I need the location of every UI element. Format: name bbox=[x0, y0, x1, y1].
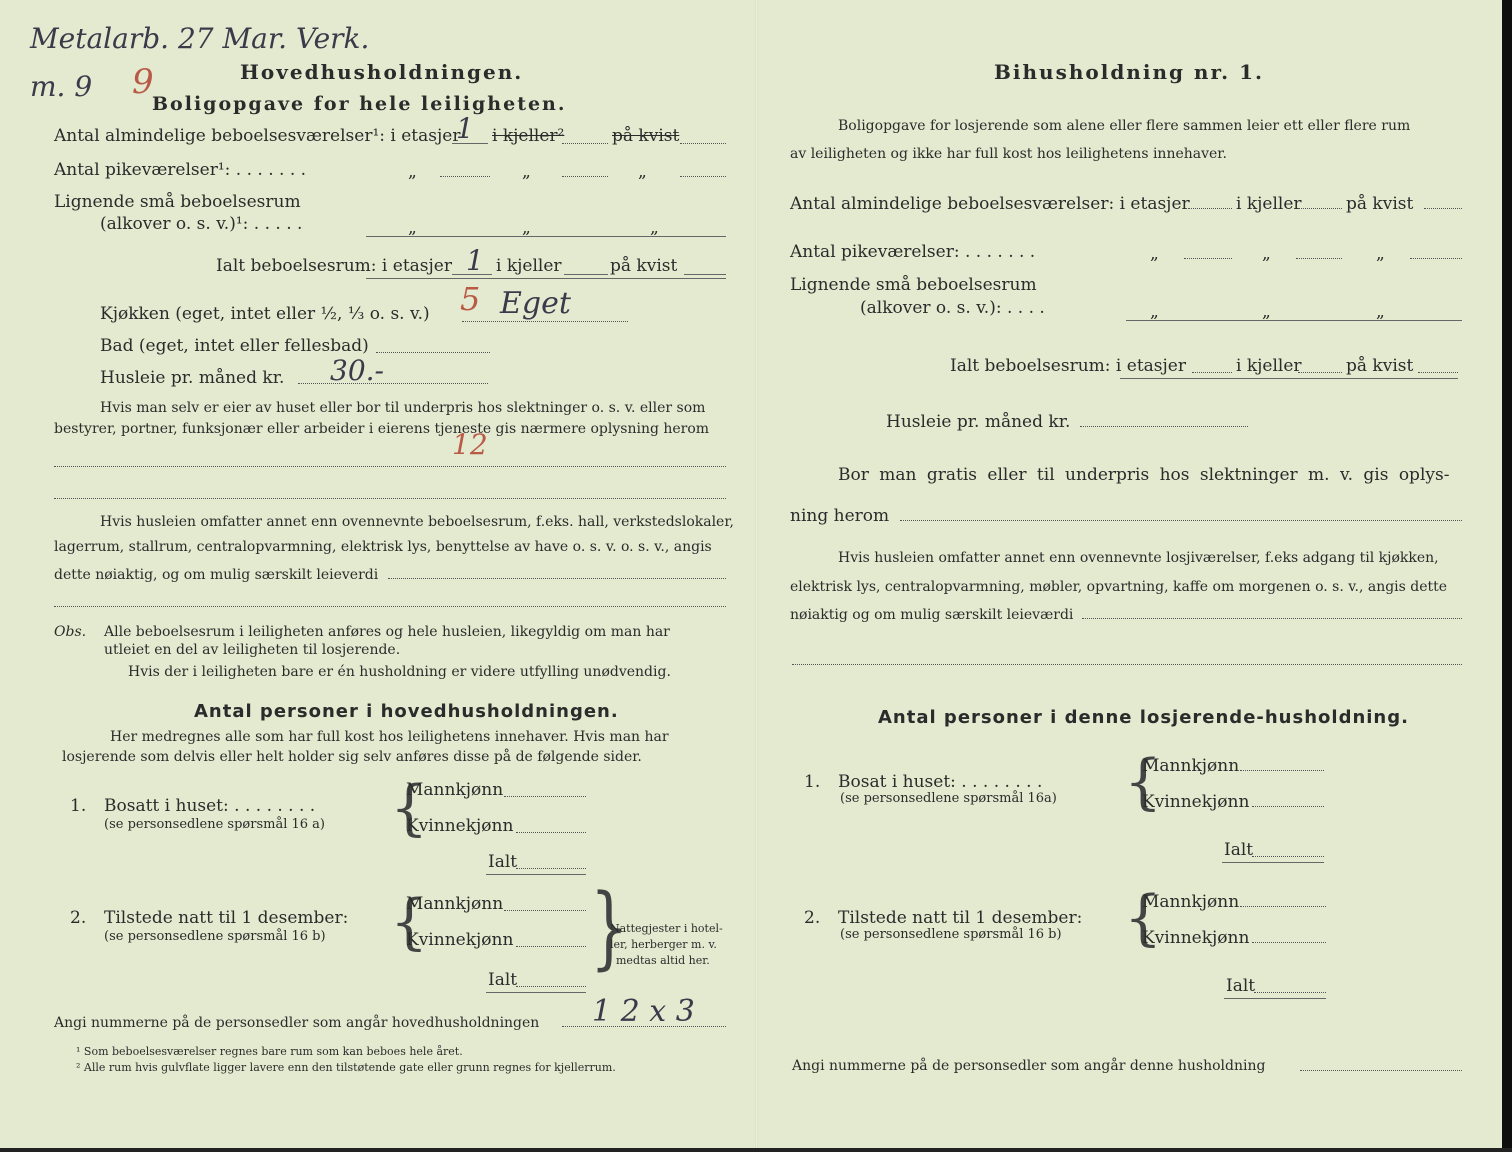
right-persons-title: Antal personer i denne losjerende-husholdning. bbox=[878, 707, 1409, 728]
left-q1-kvinne-label: Kvinnekjønn bbox=[406, 816, 514, 836]
right-omfatter-3: nøiaktig og om mulig særskilt leieværdi bbox=[790, 607, 1074, 623]
right-row3-label-a: Lignende små beboelsesrum bbox=[790, 275, 1037, 295]
right-q1-ialt-field[interactable] bbox=[1252, 856, 1324, 857]
right-omfatter-line-2[interactable] bbox=[792, 664, 1462, 665]
left-ialt-kvist: på kvist bbox=[610, 256, 678, 276]
left-q2-kvinne-label: Kvinnekjønn bbox=[406, 930, 514, 950]
right-row2-label: Antal pikeværelser: . . . . . . . bbox=[790, 242, 1036, 262]
left-q2-sub: (se personsedlene spørsmål 16 b) bbox=[104, 929, 326, 944]
right-ialt-kjeller-line[interactable] bbox=[1298, 372, 1342, 373]
left-angi-value: 1 2 x 3 bbox=[592, 994, 695, 1029]
right-row3-line[interactable] bbox=[1126, 320, 1462, 321]
left-row2-kvist-line[interactable] bbox=[680, 176, 726, 177]
left-row3-label-b: (alkover o. s. v.)¹: . . . . . bbox=[100, 214, 303, 234]
right-omfatter-2: elektrisk lys, centralopvarmning, møbler, opvartning, kaffe om morgenen o. s. v., angis dette bbox=[790, 579, 1448, 595]
left-obs-1: Alle beboelsesrum i leiligheten anføres og hele husleien, likegyldig om man har bbox=[104, 624, 670, 640]
left-natt-note-2: ler, herberger m. v. bbox=[610, 938, 717, 951]
right-row1-kvist: på kvist bbox=[1346, 194, 1414, 214]
right-omfatter-1: Hvis husleien omfatter annet enn ovennevnte losjiværelser, f.eks adgang til kjøkken, bbox=[838, 550, 1439, 566]
right-gratis-line[interactable] bbox=[900, 520, 1462, 521]
ditto-mark: „ bbox=[1262, 244, 1271, 264]
right-q1-brace: { bbox=[1124, 747, 1163, 817]
right-ialt-kjeller: i kjeller bbox=[1236, 356, 1302, 376]
right-intro-2: av leiligheten og ikke har full kost hos leilighetens innehaver. bbox=[790, 146, 1227, 162]
left-persons-title: Antal personer i hovedhusholdningen. bbox=[194, 701, 619, 722]
left-row2-etasjer-line[interactable] bbox=[440, 176, 490, 177]
right-q1-sub: (se personsedlene spørsmål 16a) bbox=[840, 791, 1057, 806]
left-row1-kjeller: i kjeller² bbox=[492, 126, 565, 146]
right-title: Bihusholdning nr. 1. bbox=[994, 60, 1264, 84]
left-eier-text-2: bestyrer, portner, funksjonær eller arbeider i eierens tjeneste gis nærmere oplysning herom bbox=[54, 421, 710, 437]
handwritten-occupation: Metalarb. 27 Mar. Verk. bbox=[30, 22, 370, 55]
left-omfatter-2: lagerrum, stallrum, centralopvarmning, elektrisk lys, benyttelse av have o. s. v. o. s. v., angis bbox=[54, 539, 712, 555]
right-ialt-etasjer-line[interactable] bbox=[1192, 372, 1232, 373]
right-ialt-label: Ialt beboelsesrum: i etasjer bbox=[950, 356, 1186, 376]
right-gratis-2: ning herom bbox=[790, 506, 890, 526]
right-omfatter-line-1[interactable] bbox=[1082, 618, 1462, 619]
left-q2-label: Tilstede natt til 1 desember: bbox=[104, 908, 349, 928]
left-ialt-etasjer-value: 1 bbox=[466, 244, 484, 277]
right-q1-kvinne-label: Kvinnekjønn bbox=[1142, 792, 1250, 812]
right-husleie-line[interactable] bbox=[1080, 426, 1248, 427]
left-q1-label: Bosatt i huset: . . . . . . . . bbox=[104, 796, 316, 816]
left-natt-note-1: Nattegjester i hotel- bbox=[610, 922, 723, 935]
left-angi-label: Angi nummerne på de personsedler som angår hovedhusholdningen bbox=[54, 1015, 540, 1031]
ditto-mark: „ bbox=[408, 162, 417, 182]
right-q2-kvinne-label: Kvinnekjønn bbox=[1142, 928, 1250, 948]
left-q1-brace: { bbox=[390, 773, 429, 843]
right-row1-etasjer-line[interactable] bbox=[1188, 208, 1232, 209]
left-title: Hovedhusholdningen. bbox=[240, 60, 524, 84]
left-eier-line-1[interactable] bbox=[54, 466, 726, 467]
right-row1-kjeller: i kjeller bbox=[1236, 194, 1302, 214]
left-q2-mann-field[interactable] bbox=[504, 910, 586, 911]
ditto-mark: „ bbox=[1150, 302, 1159, 322]
right-row2-kvist-line[interactable] bbox=[1410, 258, 1462, 259]
right-husleie-label: Husleie pr. måned kr. bbox=[886, 412, 1071, 432]
left-row1-label: Antal almindelige beboelsesværelser¹: i etasjer bbox=[54, 126, 461, 146]
left-kjokken-label: Kjøkken (eget, intet eller ½, ⅓ o. s. v.) bbox=[100, 304, 430, 324]
left-q1-sub: (se personsedlene spørsmål 16 a) bbox=[104, 817, 325, 832]
left-omfatter-line-2[interactable] bbox=[54, 606, 726, 607]
left-q1-number: 1. bbox=[70, 796, 87, 816]
left-row1-kjeller-line[interactable] bbox=[562, 143, 608, 144]
left-husleie-line[interactable] bbox=[298, 383, 488, 384]
left-row3-label-a: Lignende små beboelsesrum bbox=[54, 192, 301, 212]
right-q1-number: 1. bbox=[804, 772, 821, 792]
left-q2-ialt-underline bbox=[486, 992, 586, 993]
handwritten-red-twelve: 12 bbox=[452, 428, 488, 461]
right-row2-etasjer-line[interactable] bbox=[1184, 258, 1232, 259]
left-obs-3: Hvis der i leiligheten bare er én husholdning er videre utfylling unødvendig. bbox=[128, 664, 671, 680]
left-q1-ialt-field[interactable] bbox=[516, 868, 586, 869]
scan-edge-bottom bbox=[0, 1148, 1512, 1152]
page-fold bbox=[755, 0, 758, 1152]
left-persons-text-2: losjerende som delvis eller helt holder sig selv anføres disse på de følgende sider. bbox=[62, 749, 642, 765]
left-row2-label: Antal pikeværelser¹: . . . . . . . bbox=[54, 160, 307, 180]
left-q2-right-brace: { bbox=[590, 875, 629, 981]
left-omfatter-1: Hvis husleien omfatter annet enn ovennevnte beboelsesrum, f.eks. hall, verkstedslokaler, bbox=[100, 514, 734, 530]
left-ialt-kjeller: i kjeller bbox=[496, 256, 562, 276]
right-q1-ialt-underline bbox=[1222, 862, 1324, 863]
left-row1-kvist-line[interactable] bbox=[680, 143, 726, 144]
left-q2-brace: { bbox=[390, 887, 429, 957]
right-q2-ialt-label: Ialt bbox=[1226, 976, 1256, 996]
right-ialt-underline bbox=[1120, 378, 1458, 379]
left-q2-mann-label: Mannkjønn bbox=[406, 894, 504, 914]
left-q1-mann-field[interactable] bbox=[504, 796, 586, 797]
left-row1-kvist: på kvist bbox=[612, 126, 680, 146]
right-row1-label: Antal almindelige beboelsesværelser: i etasjer bbox=[790, 194, 1190, 214]
right-q1-label: Bosat i huset: . . . . . . . . bbox=[838, 772, 1043, 792]
right-row1-kjeller-line[interactable] bbox=[1298, 208, 1342, 209]
right-q1-kvinne-field[interactable] bbox=[1252, 806, 1324, 807]
left-omfatter-line-1[interactable] bbox=[388, 578, 726, 579]
right-row2-kjeller-line[interactable] bbox=[1296, 258, 1342, 259]
left-q2-ialt-field[interactable] bbox=[516, 986, 586, 987]
left-q1-ialt-underline bbox=[486, 874, 586, 875]
left-husleie-label: Husleie pr. måned kr. bbox=[100, 368, 285, 388]
left-bad-label: Bad (eget, intet eller fellesbad) bbox=[100, 336, 369, 356]
right-q1-mann-field[interactable] bbox=[1240, 770, 1324, 771]
left-ialt-kjeller-line[interactable] bbox=[564, 274, 608, 275]
left-row1-etasjer-value: 1 bbox=[456, 112, 474, 145]
left-ialt-underline bbox=[366, 278, 726, 279]
left-obs-2: utleiet en del av leiligheten til losjerende. bbox=[104, 642, 401, 658]
right-q1-mann-label: Mannkjønn bbox=[1142, 756, 1240, 776]
left-subtitle: Boligopgave for hele leiligheten. bbox=[152, 93, 567, 115]
handwritten-red-number: 9 bbox=[132, 62, 154, 102]
right-q2-kvinne-field[interactable] bbox=[1252, 942, 1326, 943]
scan-edge-right bbox=[1502, 0, 1512, 1152]
ditto-mark: „ bbox=[650, 218, 659, 238]
right-q2-label: Tilstede natt til 1 desember: bbox=[838, 908, 1083, 928]
left-q2-kvinne-field[interactable] bbox=[516, 946, 586, 947]
ditto-mark: „ bbox=[1376, 302, 1385, 322]
left-kjokken-value: Eget bbox=[500, 286, 571, 321]
ditto-mark: „ bbox=[408, 218, 417, 238]
right-q1-ialt-label: Ialt bbox=[1224, 840, 1254, 860]
right-angi-label: Angi nummerne på de personsedler som angår denne husholdning bbox=[792, 1058, 1266, 1074]
left-bad-line[interactable] bbox=[376, 352, 490, 353]
left-q1-kvinne-field[interactable] bbox=[516, 832, 586, 833]
left-husleie-value: 30.- bbox=[330, 354, 384, 387]
ditto-mark: „ bbox=[638, 162, 647, 182]
left-kjokken-line[interactable] bbox=[462, 321, 628, 322]
left-q1-ialt-label: Ialt bbox=[488, 852, 518, 872]
right-q2-ialt-underline bbox=[1224, 998, 1326, 999]
right-q2-mann-field[interactable] bbox=[1240, 906, 1326, 907]
right-row3-label-b: (alkover o. s. v.): . . . . bbox=[860, 298, 1045, 318]
footnote-1: ¹ Som beboelsesværelser regnes bare rum som kan beboes hele året. bbox=[76, 1045, 463, 1058]
left-ialt-kvist-line[interactable] bbox=[684, 274, 726, 275]
left-omfatter-3: dette nøiaktig, og om mulig særskilt leieverdi bbox=[54, 567, 379, 583]
left-q2-number: 2. bbox=[70, 908, 87, 928]
left-natt-note-3: medtas altid her. bbox=[616, 954, 710, 967]
right-ialt-kvist-line[interactable] bbox=[1418, 372, 1458, 373]
left-eier-line-2[interactable] bbox=[54, 498, 726, 499]
left-persons-text-1: Her medregnes alle som har full kost hos leilighetens innehaver. Hvis man har bbox=[110, 729, 669, 745]
right-q2-brace: { bbox=[1124, 883, 1163, 953]
left-eier-text-1: Hvis man selv er eier av huset eller bor til underpris hos slektninger o. s. v. eller som bbox=[100, 400, 706, 416]
right-q2-ialt-field[interactable] bbox=[1254, 992, 1326, 993]
right-angi-line[interactable] bbox=[1300, 1070, 1462, 1071]
ditto-mark: „ bbox=[522, 218, 531, 238]
right-row1-kvist-line[interactable] bbox=[1424, 208, 1462, 209]
right-q2-mann-label: Mannkjønn bbox=[1142, 892, 1240, 912]
ditto-mark: „ bbox=[522, 162, 531, 182]
ditto-mark: „ bbox=[1150, 244, 1159, 264]
footnote-2: ² Alle rum hvis gulvflate ligger lavere enn den tilstøtende gate eller grunn regnes for kjellerrum. bbox=[76, 1061, 616, 1074]
left-row2-kjeller-line[interactable] bbox=[562, 176, 608, 177]
right-intro-1: Boligopgave for losjerende som alene eller flere sammen leier ett eller flere rum bbox=[838, 118, 1411, 134]
right-q2-sub: (se personsedlene spørsmål 16 b) bbox=[840, 927, 1062, 942]
right-gratis-1: Bor man gratis eller til underpris hos slektninger m. v. gis oplys- bbox=[838, 465, 1450, 485]
left-q1-mann-label: Mannkjønn bbox=[406, 780, 504, 800]
right-q2-number: 2. bbox=[804, 908, 821, 928]
ditto-mark: „ bbox=[1262, 302, 1271, 322]
left-ialt-label: Ialt beboelsesrum: i etasjer bbox=[216, 256, 452, 276]
left-q2-ialt-label: Ialt bbox=[488, 970, 518, 990]
left-row3-line[interactable] bbox=[366, 236, 726, 237]
right-ialt-kvist: på kvist bbox=[1346, 356, 1414, 376]
ditto-mark: „ bbox=[1376, 244, 1385, 264]
handwritten-mark: m. 9 bbox=[30, 70, 93, 103]
left-obs-label: Obs. bbox=[54, 624, 87, 640]
handwritten-red-five: 5 bbox=[460, 280, 481, 318]
